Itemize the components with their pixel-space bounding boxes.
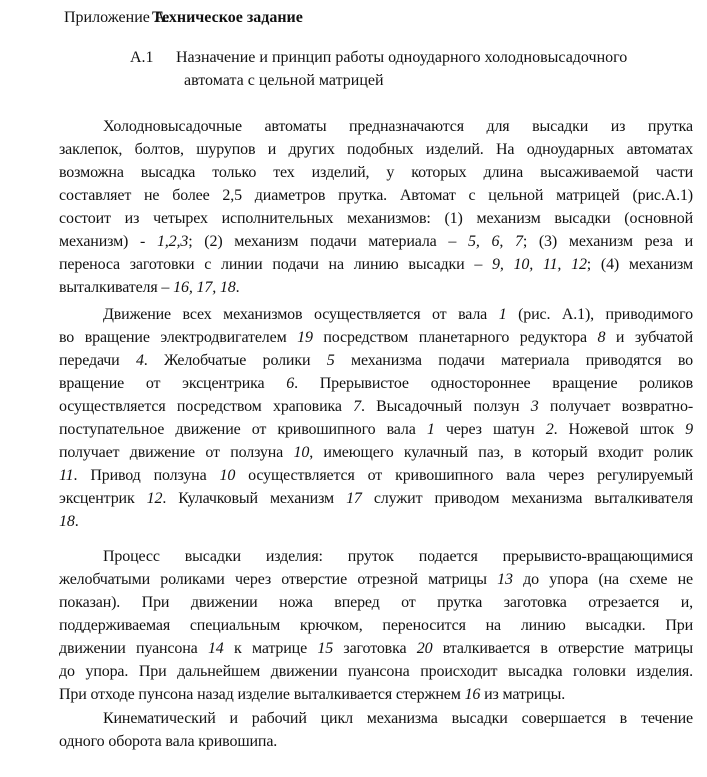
- text-run: к матрице: [223, 640, 318, 657]
- text-run: движении пуансона: [59, 640, 208, 657]
- text-run: . Кулачковый механизм: [162, 490, 347, 507]
- text-run: Кинематический и рабочий цикл механизма высадки совершается в течение: [103, 710, 693, 727]
- paragraph-1: [59, 115, 693, 299]
- figure-reference-number: 10: [293, 444, 310, 461]
- text-run: ; (2) механизм подачи материала –: [188, 233, 469, 250]
- text-run: из матрицы.: [480, 686, 566, 703]
- text-line: [59, 395, 693, 418]
- text-run: осуществляется от кривошипного вала через регулируемый: [235, 467, 693, 484]
- text-line: [59, 730, 693, 753]
- text-line: [59, 349, 693, 372]
- appendix-title: Техническое задание: [152, 9, 303, 26]
- text-line: [59, 230, 693, 253]
- figure-reference-number: 16, 17, 18: [173, 279, 236, 296]
- text-run: . Ножевой шток: [553, 421, 686, 438]
- figure-reference-number: 1: [498, 306, 507, 323]
- text-run: состоит из четырех исполнительных механизмов: (1) механизм высадки (основной: [59, 210, 693, 227]
- figure-reference-number: 17: [346, 490, 362, 507]
- text-run: желобчатыми роликами через отверстие отрезной матрицы: [59, 571, 498, 588]
- text-line: [59, 464, 693, 487]
- text-run: получает движение от ползуна: [59, 444, 294, 461]
- text-run: заклепок, болтов, шурупов и других подобных изделий. На одноударных автоматах: [59, 141, 693, 158]
- text-run: . Прерывистое одностороннее вращение роликов: [294, 375, 693, 392]
- paragraph-4: [59, 707, 693, 753]
- text-run: показан). При движении ножа вперед от прутка заготовка отрезается и,: [59, 594, 693, 611]
- text-run: .: [74, 513, 79, 530]
- figure-reference-number: 20: [416, 640, 433, 657]
- figure-reference-number: 18: [59, 513, 75, 530]
- text-run: осуществляется посредством храповика: [59, 398, 354, 415]
- text-run: посредством планетарного редуктора: [312, 329, 598, 346]
- text-line: [59, 253, 693, 276]
- text-run: до упора (на схеме не: [512, 571, 693, 588]
- text-line: [59, 591, 693, 614]
- text-run: передачи: [59, 352, 136, 369]
- paragraph-2: [59, 303, 693, 533]
- text-line: [59, 545, 693, 568]
- figure-reference-number: 8: [597, 329, 606, 346]
- text-run: вращение от эксцентрика: [59, 375, 287, 392]
- figure-reference-number: 19: [297, 329, 313, 346]
- text-line: [59, 441, 693, 464]
- text-run: переноса заготовки с линии подачи на линию высадки –: [59, 256, 493, 273]
- figure-reference-number: 6: [286, 375, 295, 392]
- text-line: [59, 276, 693, 299]
- figure-reference-number: 2: [545, 421, 554, 438]
- text-run: до упора. При дальнейшем движении пуансона происходит высадка головки изделия.: [59, 663, 693, 680]
- text-line: [59, 707, 693, 730]
- appendix-heading: [64, 9, 303, 27]
- text-run: получает возвратно-: [538, 398, 694, 415]
- figure-reference-number: 10: [219, 467, 236, 484]
- text-run: составляет не более 2,5 диаметров прутка. Автомат с цельной матрицей (рис.А.1): [59, 187, 693, 204]
- text-run: .: [235, 279, 240, 296]
- text-run: . Привод ползуна: [73, 467, 220, 484]
- figure-reference-number: 11: [59, 467, 74, 484]
- text-run: При отходе пунсона назад изделие выталкивается стержнем: [59, 686, 465, 703]
- figure-reference-number: 9: [685, 421, 693, 438]
- text-line: [59, 138, 693, 161]
- text-line: [59, 568, 693, 591]
- figure-reference-number: 13: [497, 571, 513, 588]
- figure-reference-number: 1: [426, 421, 435, 438]
- text-line: [59, 487, 693, 510]
- text-run: одного оборота вала кривошипа.: [59, 733, 278, 750]
- text-line: [59, 115, 693, 138]
- figure-reference-number: 12: [146, 490, 163, 507]
- figure-reference-number: 4: [135, 352, 144, 369]
- section-title-line-2: автомата с цельной матрицей: [184, 72, 384, 89]
- text-run: заготовка: [333, 640, 417, 657]
- text-run: возможна высадка только тех изделий, у которых длина высаживаемой части: [59, 164, 693, 181]
- text-run: поступательное движение от кривошипного вала: [59, 421, 427, 438]
- text-run: Движение всех механизмов осуществляется от вала: [103, 306, 499, 323]
- text-run: эксцентрик: [59, 490, 147, 507]
- text-run: , имеющего кулачный паз, в который входит ролик: [309, 444, 693, 461]
- text-line: [59, 683, 693, 706]
- text-run: (рис. А.1), приводимого: [506, 306, 693, 323]
- text-run: во вращение электродвигателем: [59, 329, 298, 346]
- text-line: [59, 161, 693, 184]
- appendix-label: Приложение А.: [64, 9, 170, 26]
- text-run: механизм) -: [59, 233, 157, 250]
- figure-reference-number: 1,2,3: [156, 233, 189, 250]
- text-line: [59, 303, 693, 326]
- text-run: . Высадочный ползун: [361, 398, 531, 415]
- text-run: ; (4) механизм: [586, 256, 693, 273]
- text-line: [59, 637, 693, 660]
- section-title-line-1: Назначение и принцип работы одноударного холодновысадочного: [176, 49, 628, 66]
- text-run: вталкивается в отверстие матрицы: [432, 640, 693, 657]
- text-run: механизма подачи материала приводятся во: [334, 352, 693, 369]
- text-run: Холодновысадочные автоматы предназначаются для высадки из прутка: [103, 118, 693, 135]
- text-line: [59, 184, 693, 207]
- paragraph-3: [59, 545, 693, 706]
- figure-reference-number: 9, 10, 11, 12: [492, 256, 587, 273]
- text-run: служит приводом механизма выталкивателя: [361, 490, 693, 507]
- figure-reference-number: 3: [530, 398, 539, 415]
- text-line: [59, 614, 693, 637]
- text-line: [59, 372, 693, 395]
- figure-reference-number: 16: [464, 686, 481, 703]
- text-run: ; (3) механизм реза и: [522, 233, 693, 250]
- figure-reference-number: 15: [317, 640, 334, 657]
- text-run: поддерживаемая специальным крючком, переносится на линию высадки. При: [59, 617, 693, 634]
- text-line: [59, 326, 693, 349]
- figure-reference-number: 5, 6, 7: [468, 233, 523, 250]
- figure-reference-number: 7: [353, 398, 361, 415]
- section-number: А.1: [130, 49, 154, 66]
- text-run: выталкивателя –: [59, 279, 174, 296]
- text-run: через шатун: [434, 421, 546, 438]
- text-run: Процесс высадки изделия: пруток подается прерывисто-вращающимися: [103, 548, 693, 565]
- figure-reference-number: 5: [326, 352, 335, 369]
- text-run: . Желобчатые ролики: [143, 352, 327, 369]
- text-line: [59, 510, 693, 533]
- text-line: [59, 207, 693, 230]
- text-line: [59, 418, 693, 441]
- text-run: и зубчатой: [605, 329, 693, 346]
- figure-reference-number: 14: [207, 640, 224, 657]
- text-line: [59, 660, 693, 683]
